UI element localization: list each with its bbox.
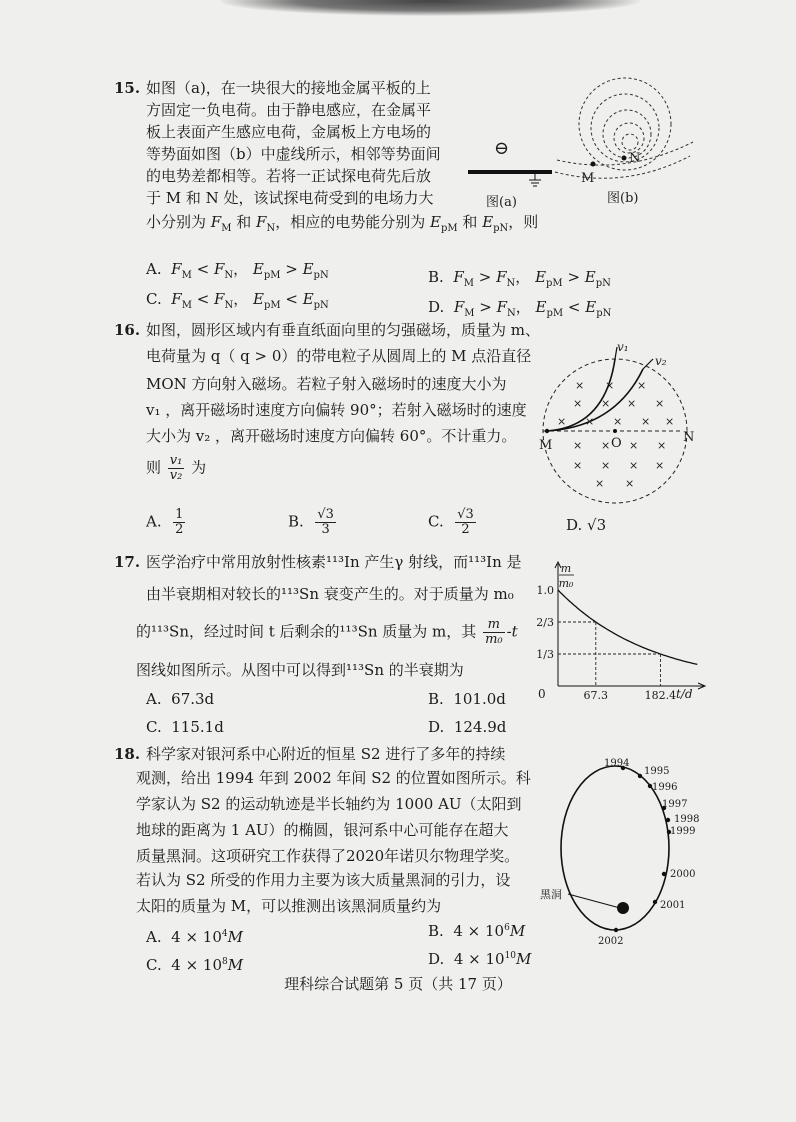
page-footer: 理科综合试题第 5 页（共 17 页） <box>284 975 512 993</box>
q18-line: 地球的距离为 1 AU）的椭圆，银河系中心可能存在超大 <box>136 821 509 839</box>
x-tick-label: 67.3 <box>583 689 609 702</box>
svg-text:1995: 1995 <box>644 766 670 777</box>
y-tick-label: 1.0 <box>536 584 554 597</box>
q15-option-d[interactable]: D. $F_M > F_N$， $E_{pM} < E_{pN}$ <box>428 298 612 319</box>
y-tick-label: 1/3 <box>536 648 554 662</box>
q16-line: 如图，圆形区域内有垂直纸面向里的匀强磁场，质量为 m、 <box>146 321 540 339</box>
q17-option-c[interactable]: C. 115.1d <box>146 718 224 736</box>
svg-text:×: × <box>573 397 583 410</box>
svg-text:×: × <box>573 459 583 472</box>
q15-figure-b <box>555 72 695 212</box>
svg-text:2002: 2002 <box>598 936 624 947</box>
figure-b-caption: 图(b) <box>607 191 639 206</box>
magnetic-field-crosses <box>557 379 674 490</box>
point-N-label: N <box>683 430 695 445</box>
q17-option-b[interactable]: B. 101.0d <box>428 690 506 708</box>
q16-number: 16. <box>114 321 141 339</box>
y-tick-label: 2/3 <box>536 615 554 629</box>
q17-option-d[interactable]: D. 124.9d <box>428 718 507 736</box>
black-hole-label: 黑洞 <box>540 888 562 901</box>
svg-text:×: × <box>655 459 665 472</box>
point-N-label: N <box>629 151 641 166</box>
svg-text:×: × <box>627 397 637 410</box>
q16-line: 电荷量为 q（ q > 0）的带电粒子从圆周上的 M 点沿直径 <box>146 347 532 365</box>
q16-option-c[interactable]: C. $\frac{√3}{2}$ <box>428 507 474 537</box>
x-tick-label: 182.4 <box>644 689 677 702</box>
q17-number: 17. <box>114 553 141 571</box>
q17-line: 医学治疗中常用放射性核素¹¹³In 产生γ 射线，而¹¹³In 是 <box>146 553 522 571</box>
q18-number: 18. <box>114 745 141 763</box>
q15-line: 等势面如图（b）中虚线所示，相邻等势面间 <box>146 145 441 163</box>
svg-text:×: × <box>585 415 595 428</box>
svg-text:×: × <box>557 415 567 428</box>
q15-line: 方固定一负电荷。由于静电感应，在金属平 <box>146 101 432 119</box>
svg-text:×: × <box>601 459 611 472</box>
svg-text:×: × <box>625 477 635 490</box>
svg-text:×: × <box>655 397 665 410</box>
svg-text:×: × <box>605 379 615 392</box>
q18-line: 学家认为 S2 的运动轨迹是半长轴约为 1000 AU（太阳到 <box>136 795 522 813</box>
point-O-label: O <box>611 436 622 451</box>
q16-line: MON 方向射入磁场。若粒子射入磁场时的速度大小为 <box>146 375 507 393</box>
q15-line: 于 M 和 N 处，该试探电荷受到的电场力大 <box>146 189 434 207</box>
q15-number: 15. <box>114 79 141 97</box>
q17-line: 的¹¹³Sn，经过时间 t 后剩余的¹¹³Sn 质量为 m，其 $\frac{m}{\text{m₀}}$ -t <box>136 617 518 647</box>
svg-text:×: × <box>641 415 651 428</box>
q15-figure-a <box>460 120 560 210</box>
point-M-label: M <box>581 171 595 186</box>
q18-option-c[interactable]: C. $4 \times 10^8M$ <box>146 956 244 974</box>
q18-option-a[interactable]: A. $4 \times 10^4M$ <box>146 928 243 946</box>
svg-text:×: × <box>575 379 585 392</box>
decay-chart <box>528 558 708 702</box>
q16-option-d[interactable]: D. √3 <box>566 516 607 534</box>
q15-line: 的电势差都相等。若将一正试探电荷先后放 <box>146 167 432 185</box>
svg-text:×: × <box>629 439 639 452</box>
svg-text:×: × <box>665 415 675 428</box>
q15-line: 板上表面产生感应电荷，金属板上方电场的 <box>146 123 432 141</box>
origin-label: 0 <box>538 687 546 701</box>
q15-option-c[interactable]: C. $F_M < F_N$， $E_{pM} < E_{pN}$ <box>146 290 329 311</box>
ylabel-den: m₀ <box>558 577 574 590</box>
chart-y-label <box>559 562 574 590</box>
q17-option-a[interactable]: A. 67.3d <box>146 690 215 708</box>
svg-text:×: × <box>595 477 605 490</box>
q16-option-b[interactable]: B. $\frac{√3}{3}$ <box>288 507 334 537</box>
svg-text:×: × <box>657 439 667 452</box>
figure-a-caption: 图(a) <box>486 195 517 210</box>
svg-text:×: × <box>601 397 611 410</box>
svg-text:1998: 1998 <box>674 814 700 825</box>
ylabel-num: m <box>560 562 572 575</box>
q17-line: 图线如图所示。从图中可以得到¹¹³Sn 的半衰期为 <box>136 661 464 679</box>
q15-option-a[interactable]: A. $F_M < F_N$， $E_{pM} > E_{pN}$ <box>146 260 329 281</box>
q18-line: 若认为 S2 所受的作用力主要为该大质量黑洞的引力，设 <box>136 871 511 889</box>
scan-shadow <box>220 0 640 16</box>
x-axis-label: t/d <box>676 687 693 701</box>
decay-curve-line <box>558 590 697 664</box>
svg-text:×: × <box>629 459 639 472</box>
svg-text:2000: 2000 <box>670 869 696 880</box>
svg-text:×: × <box>601 439 611 452</box>
v1-label: v₁ <box>617 340 629 354</box>
q18-line: 观测，给出 1994 年到 2002 年间 S2 的位置如图所示。科 <box>136 769 531 787</box>
q18-option-d[interactable]: D. $4 \times 10^{10}M$ <box>428 950 532 968</box>
s2-orbit-figure <box>540 752 720 952</box>
q15-line-last: 小分别为 $F_M$ 和 $F_N$，相应的电势能分别为 $E_{pM}$ 和 $E_{pN}$，则 <box>146 213 539 234</box>
q18-line: 太阳的质量为 M，可以推测出该黑洞质量约为 <box>136 897 442 915</box>
svg-text:2001: 2001 <box>660 900 686 911</box>
v2-label: v₂ <box>655 354 667 368</box>
q17-line: 由半衰期相对较长的¹¹³Sn 衰变产生的。对于质量为 m₀ <box>146 585 514 603</box>
q16-ratio: 则 $\frac{\text{v₁}}{\text{v₂}}$ 为 <box>146 453 207 483</box>
q15-option-b[interactable]: B. $F_M > F_N$， $E_{pM} > E_{pN}$ <box>428 268 611 289</box>
q18-line: 科学家对银河系中心附近的恒星 S2 进行了多年的持续 <box>146 745 506 763</box>
negative-charge-icon: ⊖ <box>494 138 510 159</box>
svg-text:×: × <box>613 415 623 428</box>
q16-line: v₁ ，离开磁场时速度方向偏转 90°；若射入磁场时的速度 <box>146 401 527 419</box>
svg-text:×: × <box>573 439 583 452</box>
point-M-label: M <box>539 438 553 453</box>
q18-line: 质量黑洞。这项研究工作获得了2020年诺贝尔物理学奖。 <box>136 847 520 865</box>
q16-option-a[interactable]: A. $\frac{1}{2}$ <box>146 507 184 537</box>
q18-option-b[interactable]: B. $4 \times 10^6M$ <box>428 922 526 940</box>
svg-text:1996: 1996 <box>652 782 678 793</box>
q16-line: 大小为 v₂ ，离开磁场时速度方向偏转 60°。不计重力。 <box>146 427 517 445</box>
svg-text:1997: 1997 <box>662 799 688 810</box>
svg-text:1999: 1999 <box>670 826 696 837</box>
q16-figure <box>539 340 715 505</box>
svg-text:×: × <box>637 379 647 392</box>
svg-text:1994: 1994 <box>604 758 630 769</box>
q15-line: 如图（a)，在一块很大的接地金属平板的上 <box>146 79 431 97</box>
